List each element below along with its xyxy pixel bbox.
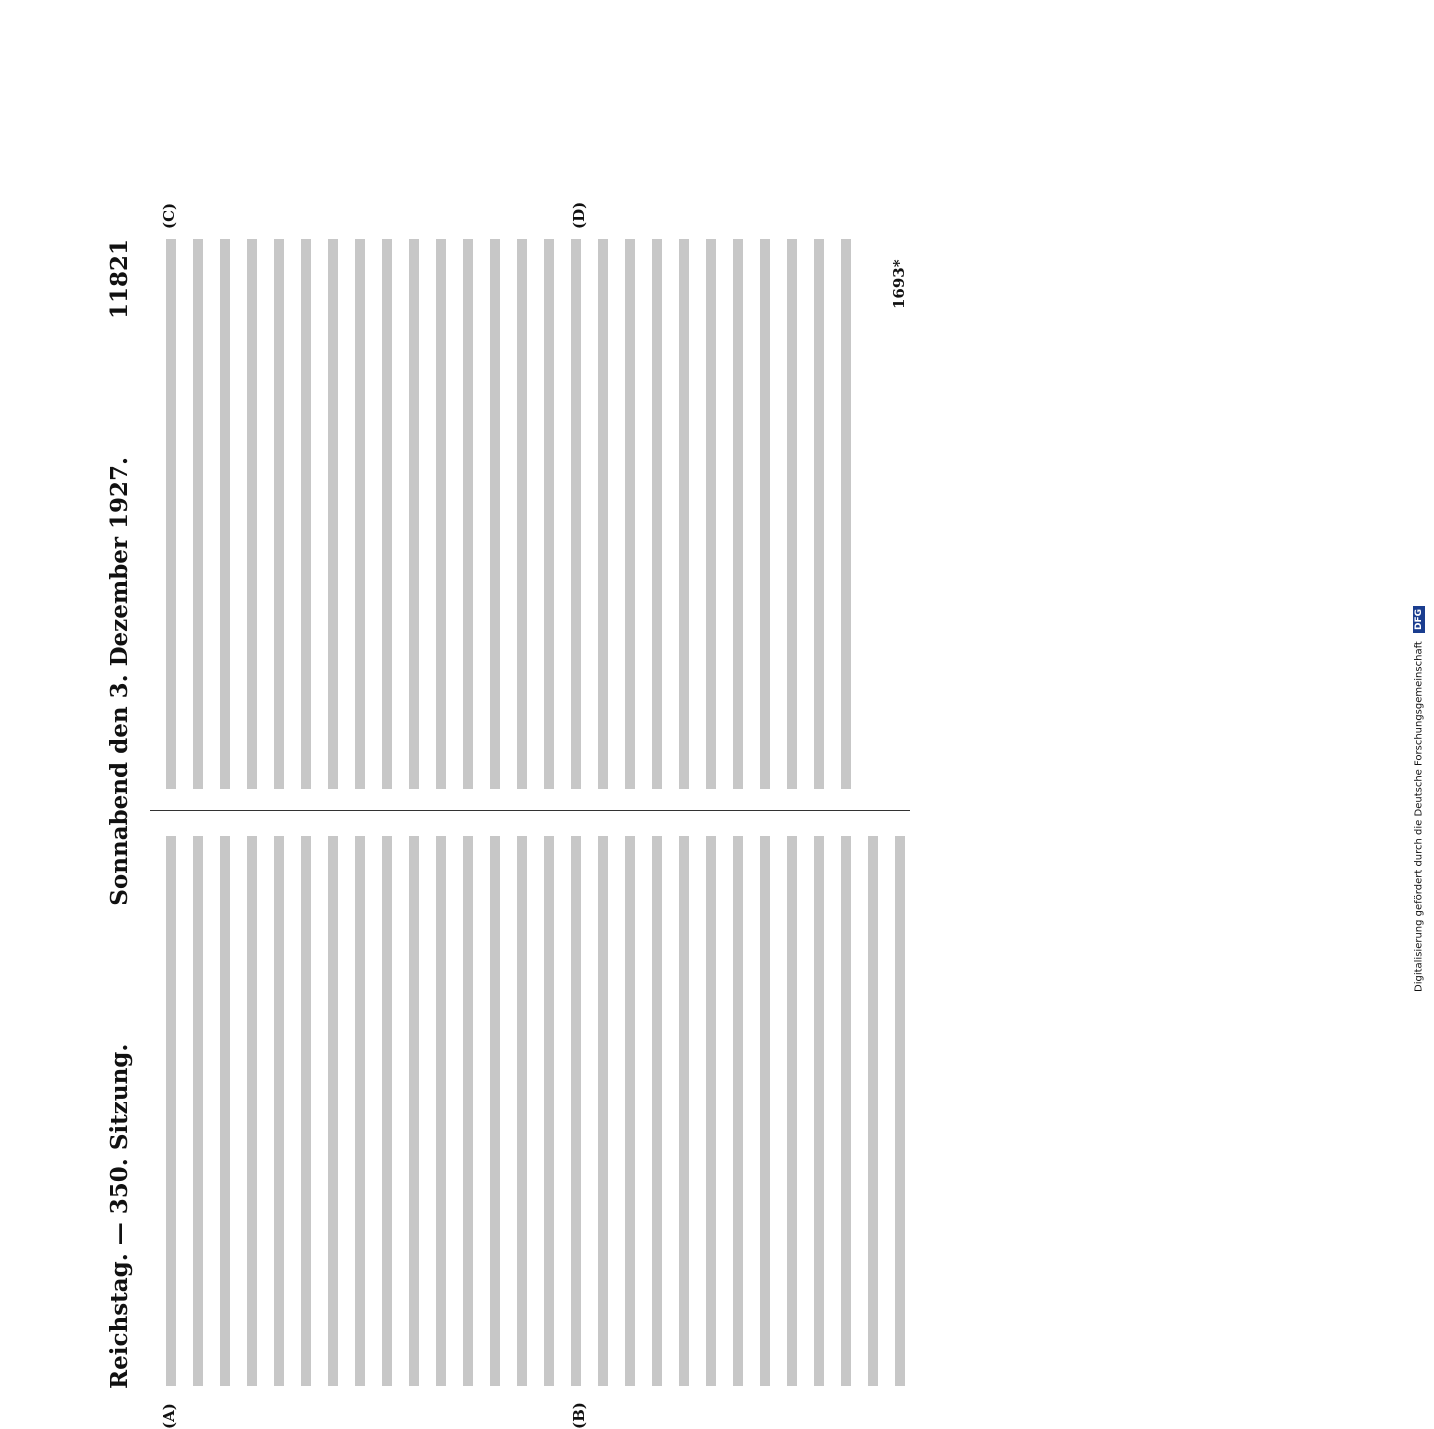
column-divider xyxy=(150,810,910,811)
text-column-left xyxy=(158,836,914,1386)
digitization-text: Digitalisierung gefördert durch die Deutsche Forschungsgemeinschaft xyxy=(1413,641,1425,992)
page-number: 11821 xyxy=(106,239,133,320)
signature-mark: 1693* xyxy=(890,259,908,309)
margin-label-a: (A) xyxy=(160,1403,178,1429)
margin-label-b: (B) xyxy=(570,1402,588,1429)
header-center: Sonnabend den 3. Dezember 1927. xyxy=(106,456,133,906)
dfg-logo: DFG xyxy=(1413,606,1425,633)
margin-label-d: (D) xyxy=(570,201,588,229)
margin-label-c: (C) xyxy=(160,202,178,229)
rotated-page xyxy=(100,69,1340,1429)
digitization-note xyxy=(1408,8,1430,992)
page-header xyxy=(106,239,142,1389)
header-left: Reichstag. — 350. Sitzung. xyxy=(106,1043,133,1389)
text-column-right xyxy=(158,239,866,789)
